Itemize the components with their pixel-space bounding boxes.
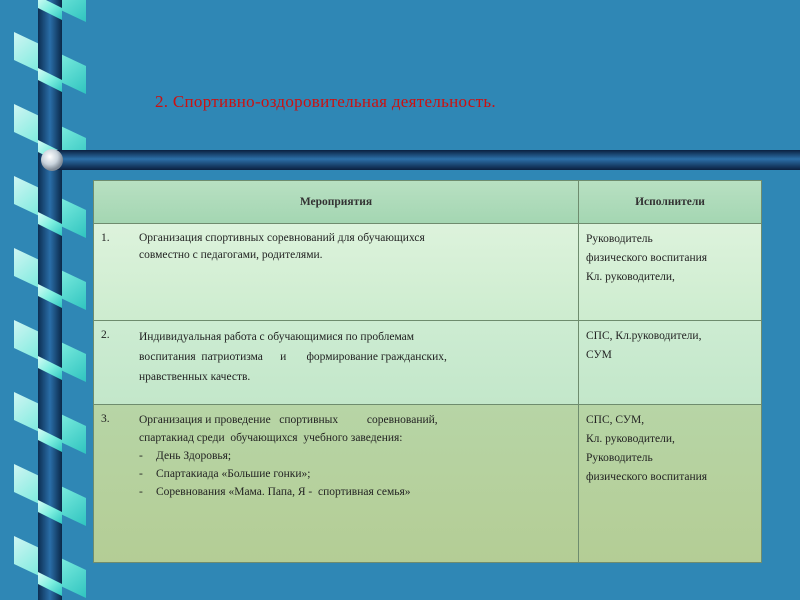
activity-line: Организация спортивных соревнований для обучающихся <box>139 232 425 244</box>
decorative-ribbon <box>0 0 100 600</box>
activities-table <box>93 180 762 563</box>
page-title: 2. Спортивно-оздоровительная деятельность. <box>155 92 496 111</box>
table-row-2-activity <box>94 321 579 405</box>
table-row-3-executors <box>579 405 761 562</box>
header-executors: Исполнители <box>579 181 761 224</box>
table-row-3-activity <box>94 405 579 562</box>
activity-line: нравственных качеств. <box>139 371 251 383</box>
activity-line: Индивидуальная работа с обучающимися по проблемам <box>139 331 415 343</box>
executor-line: СУМ <box>586 349 612 361</box>
executor-line: Руководитель <box>586 233 653 245</box>
header-events: Мероприятия <box>94 181 579 224</box>
activity-line: спартакиад среди обучающихся учебного заведения: <box>139 432 403 444</box>
executor-line: физического воспитания <box>586 252 708 264</box>
list-item: - Соревнования «Мама. Папа, Я - спортивная семья» <box>139 486 411 498</box>
row-number: 1. <box>101 232 110 244</box>
executor-line: физического воспитания <box>586 471 708 483</box>
executor-line: СПС, СУМ, <box>586 414 645 426</box>
executor-line: СПС, Кл.руководители, <box>586 330 702 342</box>
table-row-1-activity <box>94 224 579 321</box>
executor-line: Руководитель <box>586 452 653 464</box>
list-item: - Спартакиада «Большие гонки»; <box>139 468 311 480</box>
activity-line: совместно с педагогами, родителями. <box>139 249 323 261</box>
executor-line: Кл. руководители, <box>586 271 675 283</box>
list-item: - День Здоровья; <box>139 450 232 462</box>
row-number: 3. <box>101 413 110 425</box>
activity-line: Организация и проведение спортивных соревнований, <box>139 414 438 426</box>
row-number: 2. <box>101 329 110 341</box>
table-row-2-executors <box>579 321 761 405</box>
table-row-1-executors <box>579 224 761 321</box>
horizontal-rule <box>40 148 800 172</box>
executor-line: Кл. руководители, <box>586 433 675 445</box>
activity-line: воспитания патриотизма и формирование гражданских, <box>139 351 447 363</box>
